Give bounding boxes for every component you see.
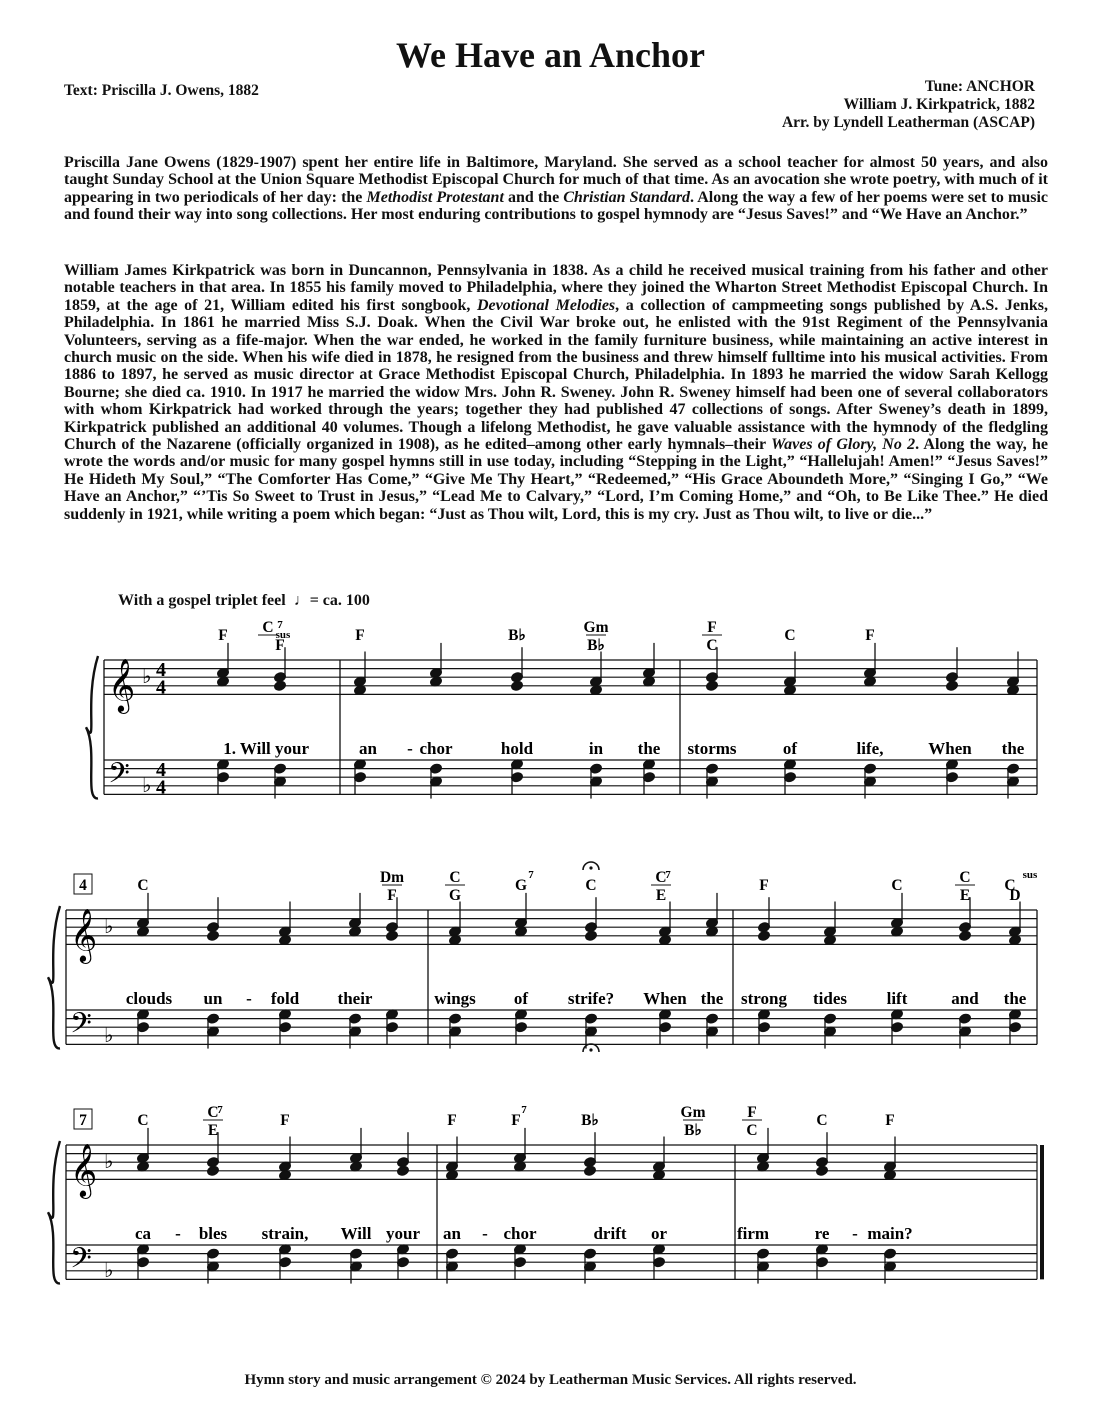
chord-symbol: C — [1004, 877, 1016, 894]
lyric-syllable: the — [637, 739, 661, 758]
chord-symbol: F — [865, 627, 875, 644]
chord-symbol: C — [891, 877, 903, 894]
chord-symbol: 7 — [217, 1104, 223, 1116]
copyright-footer: Hymn story and music arrangement © 2024 by Leatherman Music Services. All rights reserved. — [244, 1372, 857, 1388]
lyric-syllable: 1. Will — [223, 739, 271, 758]
chord-symbol: D — [1009, 887, 1021, 904]
composer: William J. Kirkpatrick, 1882 — [843, 96, 1035, 113]
flat-icon: ♭ — [104, 914, 114, 939]
chord-symbol: Gm — [680, 1104, 706, 1121]
lyric-syllable: their — [337, 989, 373, 1008]
chord-symbol: F — [885, 1112, 895, 1129]
time-signature-bottom: 4 — [156, 676, 166, 699]
treble-clef-icon: 𝄞 — [108, 657, 136, 712]
lyric-syllable: ca — [134, 1224, 152, 1243]
lyric-syllable: When — [928, 739, 972, 758]
chord-symbol: C — [816, 1112, 828, 1129]
lyric-syllable: - — [852, 1224, 858, 1243]
lyric-syllable: - — [246, 989, 252, 1008]
lyric-syllable: drift — [593, 1224, 627, 1243]
notehead — [511, 680, 524, 691]
lyric-syllable: wings — [434, 989, 476, 1008]
bass-clef-icon: 𝄢 — [70, 1241, 92, 1282]
flat-icon: ♭ — [142, 664, 152, 689]
lyric-syllable: re — [814, 1224, 830, 1243]
time-signature-bottom: 4 — [156, 776, 166, 799]
notehead — [585, 930, 598, 941]
chord-symbol: E — [655, 887, 667, 904]
chord-symbol: B♭ — [684, 1122, 702, 1139]
bass-clef-icon: 𝄢 — [70, 1006, 92, 1047]
chord-symbol: B♭ — [508, 627, 526, 644]
chord-symbol: C — [655, 869, 667, 886]
chord-symbol: C — [959, 869, 971, 886]
time-signature-top: 4 — [156, 659, 166, 682]
chord-symbol: F — [387, 887, 397, 904]
chord-symbol: C — [137, 1112, 149, 1129]
lyric-syllable: the — [1001, 739, 1025, 758]
chord-symbol: 7 — [521, 1104, 527, 1116]
chord-symbol: Dm — [379, 869, 405, 886]
lyric-syllable: fold — [270, 989, 300, 1008]
lyric-syllable: When — [643, 989, 687, 1008]
chord-symbol: C — [585, 877, 597, 894]
chord-symbol: B♭ — [587, 637, 605, 654]
bass-clef-icon: 𝄢 — [108, 756, 130, 797]
chord-symbol: C — [262, 619, 274, 636]
system-brace — [86, 656, 98, 798]
measure-number: 7 — [79, 1112, 87, 1129]
lyric-syllable: or — [650, 1224, 668, 1243]
notehead — [946, 680, 959, 691]
chord-symbol: F — [511, 1112, 521, 1129]
lyric-syllable: strong — [741, 989, 787, 1008]
flat-icon: ♭ — [104, 1149, 114, 1174]
lyric-syllable: un — [203, 989, 223, 1008]
chord-symbol: sus — [1022, 869, 1038, 881]
chord-symbol: C — [746, 1122, 758, 1139]
chord-symbol: 7 — [528, 869, 534, 881]
chord-symbol: Gm — [583, 619, 609, 636]
notehead — [959, 930, 972, 941]
chord-symbol: C — [137, 877, 149, 894]
chord-symbol: C — [449, 869, 461, 886]
notehead — [207, 1165, 220, 1176]
lyric-syllable: lift — [886, 989, 908, 1008]
text-credit: Text: Priscilla J. Owens, 1882 — [64, 82, 259, 99]
chord-symbol: F — [759, 877, 769, 894]
notehead — [274, 680, 287, 691]
chord-symbol: E — [959, 887, 971, 904]
system-brace — [48, 1141, 60, 1283]
fermata-dot — [589, 866, 592, 869]
chord-symbol: C — [784, 627, 796, 644]
lyric-syllable: tides — [813, 989, 847, 1008]
chord-symbol: F — [275, 637, 285, 654]
chord-symbol: E — [207, 1122, 219, 1139]
flat-icon: ♭ — [104, 1022, 114, 1047]
lyric-syllable: of — [782, 739, 798, 758]
lyric-syllable: life, — [856, 739, 884, 758]
chord-symbol: B♭ — [581, 1112, 599, 1129]
story-paragraph-kirkpatrick: William James Kirkpatrick was born in Duncannon, Pennsylvania in 1838. As a child he received musical training from his father and other notable teachers in that area. In 1855 his family moved to Philadelphia, where they joined the Wharton Street Methodist Episcopal Church. In 1859, at the age of 21, William edited his first songbook, Devotional Melodies, a collection of campmeeting songs published by A.S. Jenks, Philadelphia. In 1861 he married Miss S.J. Doak. When the Civil War broke out, he enlisted with the 91st Regiment of the Pennsylvania Volunteers, serving as a fife-major. When the war ended, he worked in the family furniture business, while maintaining an active interest in church music on the side. When his wife died in 1878, he resigned from the business and threw himself fulltime into his musical activities. From 1886 to 1897, he served as music director at Grace Methodist Episcopal Church, Philadelphia. In 1893 he married the widow Sarah Kellogg Bourne; she died ca. 1910. In 1917 he married the widow Mrs. John R. Sweney. John R. Sweney himself had been one of several collaborators with whom Kirkpatrick had worked through the years; together they had published 47 collections of songs. After Sweney’s death in 1899, Kirkpatrick published an additional 40 volumes. Though a lifelong Methodist, he gave valuable assistance with the hymnody of the fledgling Church of the Nazarene (officially organized in 1908), as he edited–among other early hymnals–their Waves of Glory, No 2. Along the way, he wrote the words and/or music for many gospel hymns still in use today, including “Stepping in the Light,” “Hallelujah! Amen!” “Jesus Saves!” He Hideth My Soul,” “The Comforter Has Come,” “Give Me Thy Heart,” “Redeemed,” “His Grace Aboundeth More,” “Singing I Go,” “We Have an Anchor,” “’Tis So Sweet to Trust in Jesus,” “Lead Me to Calvary,” “Lord, I’m Coming Home,” and “Oh, to Be Like Thee.” He died suddenly in 1921, while writing a poem which began: “Just as Thou wilt, Lord, this is my cry. Just as Thou wilt, to live or die...” — [64, 262, 1049, 523]
fermata-dot — [589, 1048, 592, 1051]
chord-symbol: F — [218, 627, 228, 644]
quarter-note-icon: ♩ — [293, 592, 310, 609]
chord-symbol: sus — [275, 629, 291, 641]
lyric-syllable: main? — [867, 1224, 913, 1243]
lyric-syllable: strife? — [567, 989, 615, 1008]
story-paragraph-owens: Priscilla Jane Owens (1829-1907) spent her entire life in Baltimore, Maryland. She served as a school teacher for almost 50 years, and also taught Sunday School at the Union Square Methodist Episcopal Church for much of that time. As an avocation she wrote poetry, with much of it appearing in two periodicals of her day: the Methodist Protestant and the Christian Standard. Along the way a few of her poems were set to music and found their way into song collections. Her most enduring contributions to gospel hymnody are “Jesus Saves!” and “We Have an Anchor.” — [64, 154, 1048, 224]
lyric-syllable: chor — [503, 1224, 537, 1243]
time-signature-top: 4 — [156, 759, 166, 782]
lyric-syllable: hold — [500, 739, 534, 758]
lyric-syllable: the — [700, 989, 724, 1008]
notehead — [397, 1165, 410, 1176]
system-brace — [48, 906, 60, 1048]
lyric-syllable: storms — [687, 739, 737, 758]
tempo-marking: With a gospel triplet feel ♩= ca. 100 — [118, 592, 370, 609]
chord-symbol: F — [280, 1112, 290, 1129]
chord-symbol: G — [514, 877, 528, 894]
lyric-syllable: an — [359, 739, 377, 758]
notehead — [758, 930, 771, 941]
lyric-syllable: of — [513, 989, 529, 1008]
lyric-syllable: the — [1003, 989, 1027, 1008]
lyric-syllable: - — [175, 1224, 181, 1243]
measure-number: 4 — [79, 877, 87, 894]
lyric-syllable: an — [443, 1224, 461, 1243]
tune-name: Tune: ANCHOR — [924, 78, 1035, 95]
treble-clef-icon: 𝄞 — [70, 1142, 98, 1197]
lyric-syllable: - — [482, 1224, 488, 1243]
hymn-title: We Have an Anchor — [395, 35, 705, 75]
lyric-syllable: your — [275, 739, 309, 758]
chord-symbol: C — [207, 1104, 219, 1121]
lyric-syllable: - — [407, 739, 413, 758]
lyric-syllable: your — [386, 1224, 420, 1243]
flat-icon: ♭ — [104, 1257, 114, 1282]
arranger: Arr. by Lyndell Leatherman (ASCAP) — [781, 114, 1035, 131]
lyric-syllable: bles — [198, 1224, 228, 1243]
lyric-syllable: strain, — [261, 1224, 309, 1243]
notehead — [386, 930, 399, 941]
chord-symbol: G — [448, 887, 462, 904]
lyric-syllable: firm — [736, 1224, 770, 1243]
notehead — [584, 1165, 597, 1176]
notehead — [816, 1165, 829, 1176]
lyric-syllable: chor — [419, 739, 453, 758]
lyric-syllable: Will — [340, 1224, 372, 1243]
chord-symbol: F — [355, 627, 365, 644]
chord-symbol: C — [706, 637, 718, 654]
lyric-syllable: and — [951, 989, 979, 1008]
flat-icon: ♭ — [142, 772, 152, 797]
chord-symbol: F — [707, 619, 717, 636]
chord-symbol: F — [447, 1112, 457, 1129]
lyric-syllable: clouds — [125, 989, 173, 1008]
notehead — [207, 930, 220, 941]
chord-symbol: 7 — [277, 619, 283, 631]
notehead — [706, 680, 719, 691]
chord-symbol: F — [747, 1104, 757, 1121]
treble-clef-icon: 𝄞 — [70, 907, 98, 962]
lyric-syllable: in — [588, 739, 604, 758]
chord-symbol: 7 — [665, 869, 671, 881]
